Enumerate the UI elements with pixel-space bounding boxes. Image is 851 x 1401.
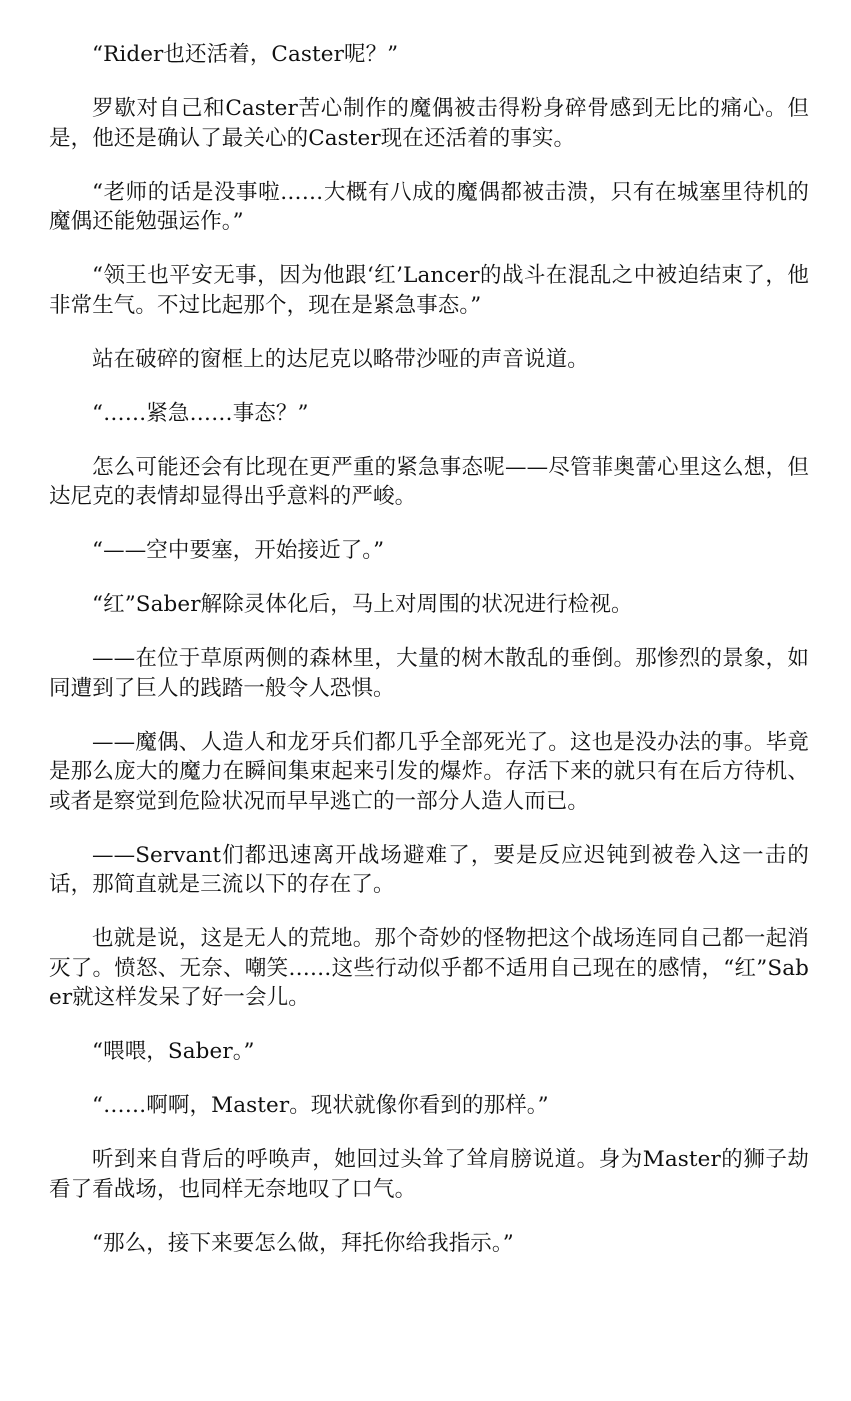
paragraph: “……紧急……事态？” [92,400,309,426]
paragraph: “……啊啊，Master。现状就像你看到的那样。” [92,1093,549,1118]
paragraph: ——魔偶、人造人和龙牙兵们都几乎全部死光了。这也是没办法的事。毕竟是那么庞大的魔力在瞬间集束起来引发的爆炸。存活下来的就只有在后方待机、或者是察觉到危险状况而早早逃亡的一部分人造人而已。 [49,729,809,814]
document-page [49,40,809,1283]
paragraph: 也就是说，这是无人的荒地。那个奇妙的怪物把这个战场连同自己都一起消灭了。愤怒、无奈、嘲笑……这些行动似乎都不适用自己现在的感情，“红”Saber就这样发呆了好一会儿。 [49,926,809,1010]
paragraph: 站在破碎的窗框上的达尼克以略带沙哑的声音说道。 [92,346,589,372]
paragraph: “喂喂，Saber。” [92,1039,255,1064]
paragraph: 怎么可能还会有比现在更严重的紧急事态呢——尽管菲奥蕾心里这么想，但达尼克的表情却显得出乎意料的严峻。 [49,454,809,509]
paragraph: “那么，接下来要怎么做，拜托你给我指示。” [92,1230,514,1256]
paragraph: “领王也平安无事，因为他跟‘红’Lancer的战斗在混乱之中被迫结束了，他非常生气。不过比起那个，现在是紧急事态。” [49,263,809,318]
paragraph: ——Servant们都迅速离开战场避难了，要是反应迟钝到被卷入这一击的话，那简直就是三流以下的存在了。 [49,842,809,897]
paragraph: 听到来自背后的呼唤声，她回过头耸了耸肩膀说道。身为Master的狮子劫看了看战场，也同样无奈地叹了口气。 [49,1147,809,1202]
paragraph: ——在位于草原两侧的森林里，大量的树木散乱的垂倒。那惨烈的景象，如同遭到了巨人的践踏一般令人恐惧。 [49,646,809,701]
paragraph: “Rider也还活着，Caster呢？” [92,42,399,67]
paragraph: “老师的话是没事啦……大概有八成的魔偶都被击溃，只有在城塞里待机的魔偶还能勉强运作。” [49,179,809,234]
paragraph: “——空中要塞，开始接近了。” [92,538,385,563]
paragraph: “红”Saber解除灵体化后，马上对周围的状况进行检视。 [92,592,633,617]
paragraph: 罗歇对自己和Caster苦心制作的魔偶被击得粉身碎骨感到无比的痛心。但是，他还是确认了最关心的Caster现在还活着的事实。 [49,96,809,151]
